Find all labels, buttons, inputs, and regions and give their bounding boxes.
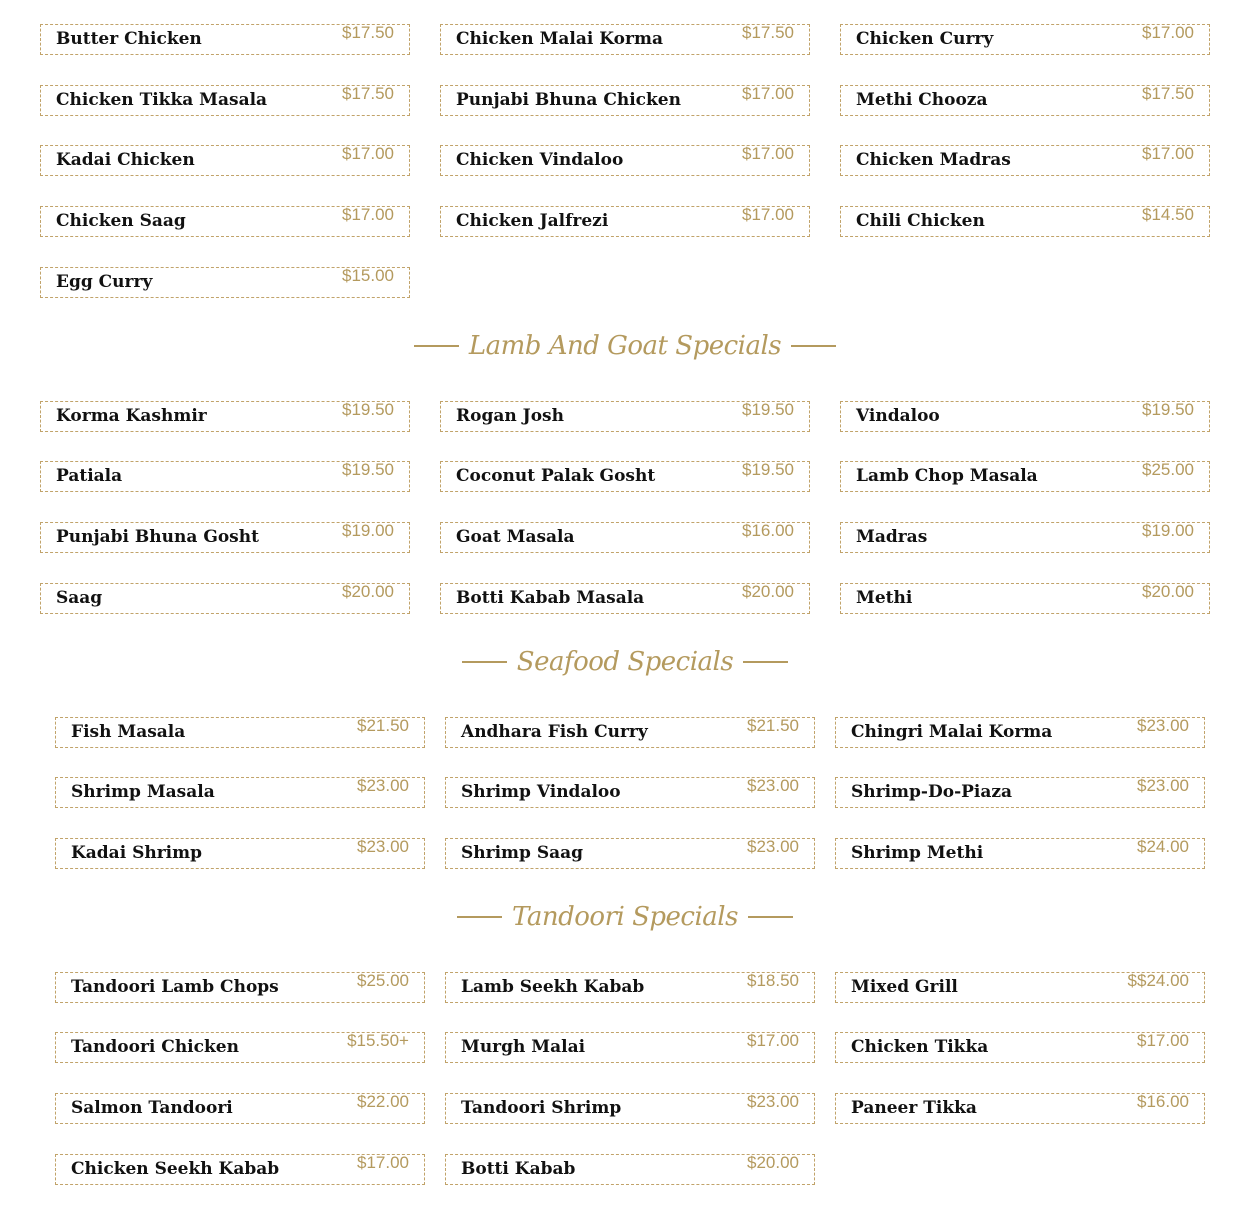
item-price: $23.00 [747, 1092, 799, 1111]
menu-item [840, 401, 1210, 432]
item-name: Andhara Fish Curry [461, 722, 648, 742]
heading-rule [748, 916, 793, 918]
menu-item [40, 85, 410, 116]
menu-item [40, 583, 410, 614]
section-heading-seafood [0, 642, 1250, 682]
item-name: Tandoori Chicken [71, 1037, 239, 1057]
menu-item [835, 1093, 1205, 1124]
menu-item [55, 972, 425, 1003]
item-price: $17.00 [1142, 23, 1194, 42]
menu-item [835, 777, 1205, 808]
item-price: $17.00 [342, 144, 394, 163]
item-name: Chicken Vindaloo [456, 150, 624, 170]
item-price: $21.50 [357, 716, 409, 735]
item-name: Patiala [56, 466, 123, 486]
menu-item [55, 1032, 425, 1063]
menu-item [840, 145, 1210, 176]
item-name: Botti Kabab Masala [456, 588, 645, 608]
menu-item [840, 206, 1210, 237]
menu-item [440, 401, 810, 432]
item-name: Chicken Madras [856, 150, 1011, 170]
menu-item [440, 85, 810, 116]
item-price: $17.00 [1137, 1031, 1189, 1050]
item-price: $17.50 [1142, 84, 1194, 103]
menu-item [445, 1093, 815, 1124]
menu-item [445, 717, 815, 748]
item-name: Saag [56, 588, 103, 608]
item-name: Murgh Malai [461, 1037, 586, 1057]
heading-rule [462, 661, 507, 663]
item-price: $$24.00 [1127, 971, 1189, 990]
item-name: Kadai Shrimp [71, 843, 202, 863]
item-price: $17.00 [742, 84, 794, 103]
item-price: $17.50 [342, 23, 394, 42]
item-price: $18.50 [747, 971, 799, 990]
item-name: Chili Chicken [856, 211, 985, 231]
item-name: Fish Masala [71, 722, 186, 742]
menu-item [440, 206, 810, 237]
item-price: $23.00 [747, 837, 799, 856]
item-price: $25.00 [1142, 460, 1194, 479]
menu-item [440, 522, 810, 553]
menu-item [40, 145, 410, 176]
menu-item [840, 522, 1210, 553]
menu-item [40, 461, 410, 492]
menu-item [40, 24, 410, 55]
menu-item [40, 401, 410, 432]
item-price: $14.50 [1142, 205, 1194, 224]
menu-item [55, 1154, 425, 1185]
item-name: Tandoori Shrimp [461, 1098, 622, 1118]
menu-item [55, 717, 425, 748]
item-price: $17.00 [742, 205, 794, 224]
menu-item [840, 24, 1210, 55]
item-name: Shrimp Masala [71, 782, 215, 802]
item-name: Butter Chicken [56, 29, 202, 49]
menu-item [440, 24, 810, 55]
menu-item [835, 838, 1205, 869]
menu-item [440, 583, 810, 614]
item-name: Methi [856, 588, 913, 608]
section-title: Lamb And Goat Specials [468, 331, 782, 361]
menu-item [40, 267, 410, 298]
item-price: $19.50 [742, 400, 794, 419]
item-price: $17.00 [357, 1153, 409, 1172]
menu-item [835, 972, 1205, 1003]
item-price: $19.50 [742, 460, 794, 479]
item-price: $17.00 [742, 144, 794, 163]
item-name: Botti Kabab [461, 1159, 576, 1179]
item-name: Chicken Tikka Masala [56, 90, 268, 110]
item-price: $20.00 [342, 582, 394, 601]
menu-item [440, 461, 810, 492]
item-price: $23.00 [747, 776, 799, 795]
item-name: Salmon Tandoori [71, 1098, 233, 1118]
item-name: Chicken Seekh Kabab [71, 1159, 280, 1179]
item-price: $17.00 [747, 1031, 799, 1050]
menu-item [445, 838, 815, 869]
item-price: $16.00 [742, 521, 794, 540]
heading-rule [743, 661, 788, 663]
menu-item [445, 972, 815, 1003]
section-title: Tandoori Specials [512, 902, 738, 932]
item-name: Shrimp Vindaloo [461, 782, 621, 802]
item-name: Rogan Josh [456, 406, 564, 426]
item-name: Mixed Grill [851, 977, 958, 997]
item-name: Coconut Palak Gosht [456, 466, 656, 486]
item-price: $16.00 [1137, 1092, 1189, 1111]
menu-item [445, 1032, 815, 1063]
item-price: $23.00 [1137, 716, 1189, 735]
item-price: $17.00 [342, 205, 394, 224]
item-name: Punjabi Bhuna Chicken [456, 90, 681, 110]
item-name: Chingri Malai Korma [851, 722, 1053, 742]
item-name: Shrimp-Do-Piaza [851, 782, 1013, 802]
item-price: $22.00 [357, 1092, 409, 1111]
item-name: Lamb Chop Masala [856, 466, 1038, 486]
item-name: Chicken Malai Korma [456, 29, 663, 49]
item-price: $23.00 [357, 776, 409, 795]
item-name: Chicken Tikka [851, 1037, 989, 1057]
item-price: $19.50 [342, 400, 394, 419]
menu-item [840, 461, 1210, 492]
item-name: Lamb Seekh Kabab [461, 977, 645, 997]
item-name: Tandoori Lamb Chops [71, 977, 279, 997]
item-price: $19.50 [1142, 400, 1194, 419]
item-price: $17.50 [342, 84, 394, 103]
menu-item [840, 85, 1210, 116]
item-name: Vindaloo [856, 406, 940, 426]
menu-item [55, 777, 425, 808]
item-price: $20.00 [742, 582, 794, 601]
section-title: Seafood Specials [516, 647, 734, 677]
item-name: Paneer Tikka [851, 1098, 977, 1118]
menu-item [840, 583, 1210, 614]
item-price: $17.00 [1142, 144, 1194, 163]
item-name: Goat Masala [456, 527, 575, 547]
item-price: $17.50 [742, 23, 794, 42]
item-name: Kadai Chicken [56, 150, 195, 170]
item-price: $23.00 [357, 837, 409, 856]
section-heading-lamb [0, 326, 1250, 366]
menu-item [445, 777, 815, 808]
menu-item [40, 522, 410, 553]
item-price: $15.50+ [347, 1031, 409, 1050]
item-name: Punjabi Bhuna Gosht [56, 527, 259, 547]
item-price: $20.00 [1142, 582, 1194, 601]
item-price: $19.50 [342, 460, 394, 479]
menu-item [835, 1032, 1205, 1063]
item-name: Madras [856, 527, 928, 547]
item-price: $24.00 [1137, 837, 1189, 856]
menu-item [55, 1093, 425, 1124]
item-name: Egg Curry [56, 272, 153, 292]
item-price: $25.00 [357, 971, 409, 990]
item-name: Korma Kashmir [56, 406, 207, 426]
menu-item [835, 717, 1205, 748]
item-price: $21.50 [747, 716, 799, 735]
item-name: Shrimp Methi [851, 843, 984, 863]
item-name: Chicken Jalfrezi [456, 211, 609, 231]
menu-item [440, 145, 810, 176]
heading-rule [457, 916, 502, 918]
item-name: Shrimp Saag [461, 843, 584, 863]
item-price: $23.00 [1137, 776, 1189, 795]
menu-item [40, 206, 410, 237]
heading-rule [414, 345, 459, 347]
item-price: $19.00 [342, 521, 394, 540]
menu-item [445, 1154, 815, 1185]
heading-rule [791, 345, 836, 347]
item-price: $19.00 [1142, 521, 1194, 540]
item-name: Chicken Saag [56, 211, 186, 231]
section-heading-tandoori [0, 897, 1250, 937]
item-name: Methi Chooza [856, 90, 988, 110]
item-price: $20.00 [747, 1153, 799, 1172]
item-price: $15.00 [342, 266, 394, 285]
menu-item [55, 838, 425, 869]
item-name: Chicken Curry [856, 29, 994, 49]
